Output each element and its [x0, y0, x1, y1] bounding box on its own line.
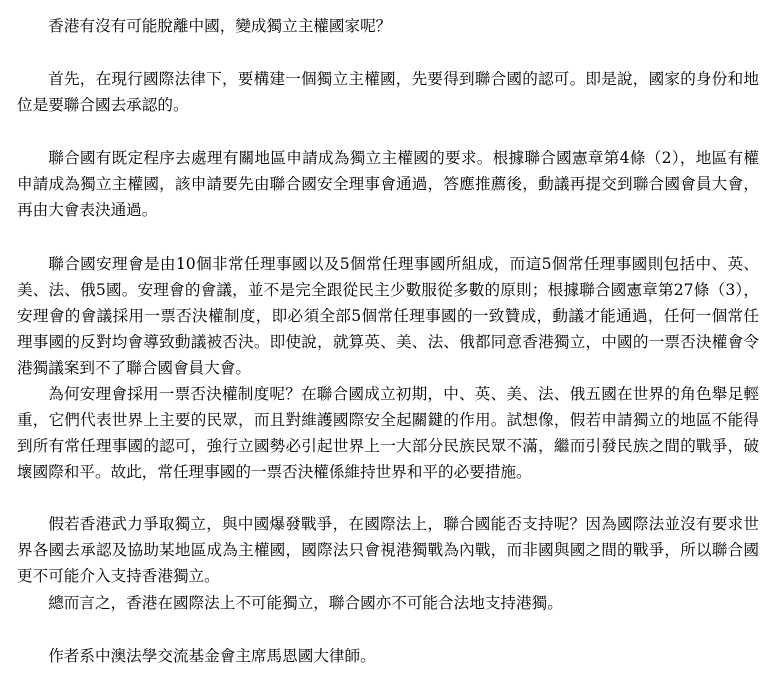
paragraph-procedure: 聯合國有既定程序去處理有關地區申請成為獨立主權國的要求。根據聯合國憲章第4條（2），地區有權申請成為獨立主權國，該申請要先由聯合國安全理事會通過，答應推薦後，動議再提交到聯合國會員大會，再由大會表決通過。: [17, 149, 759, 219]
author-note: 作者系中澳法學交流基金會主席馬恩國大律師。: [48, 647, 376, 665]
paragraph-veto-reason: 為何安理會採用一票否決權制度呢？在聯合國成立初期，中、英、美、法、俄五國在世界的角色舉足輕重，它們代表世界上主要的民眾，而且對維護國際安全起關鍵的作用。試想像，假若申請獨立的地區不能得到所有常任理事國的認可，強行立國勢必引起世界上一大部分民族民眾不滿，繼而引發民族之間的戰爭，破壞國際和平。故此，常任理事國的一票否決權係維持世界和平的必要措施。: [17, 385, 759, 481]
paragraph-conclusion: 總而言之，香港在國際法上不可能獨立，聯合國亦不可能合法地支持港獨。: [48, 594, 563, 612]
paragraph-armed-independence: 假若香港武力爭取獨立，與中國爆發戰爭，在國際法上，聯合國能否支持呢？因為國際法並沒有要求世界各國去承認及協助某地區成為主權國，國際法只會視港獨戰為內戰，而非國與國之間的戰爭，所以聯合國更不可能介入支持香港獨立。: [17, 515, 759, 585]
article-question: 香港有沒有可能脫離中國，變成獨立主權國家呢？: [48, 17, 392, 35]
paragraph-security-council: 聯合國安理會是由10個非常任理事國以及5個常任理事國所組成，而這5個常任理事國則包括中、英、美、法、俄5國。安理會的會議，並不是完全跟從民主少數服從多數的原則；根據聯合國憲章第27條（3），安理會的會議採用一票否決權制度，即必須全部5個常任理事國的一致贊成，動議才能通過，任何一個常任理事國的反對均會導致動議被否決。即使說，就算英、美、法、俄都同意香港獨立，中國的一票否決權會令港獨議案到不了聯合國會員大會。: [17, 255, 759, 377]
paragraph-recognition: 首先，在現行國際法律下，要構建一個獨立主權國，先要得到聯合國的認可。即是說，國家的身份和地位是要聯合國去承認的。: [17, 70, 759, 114]
